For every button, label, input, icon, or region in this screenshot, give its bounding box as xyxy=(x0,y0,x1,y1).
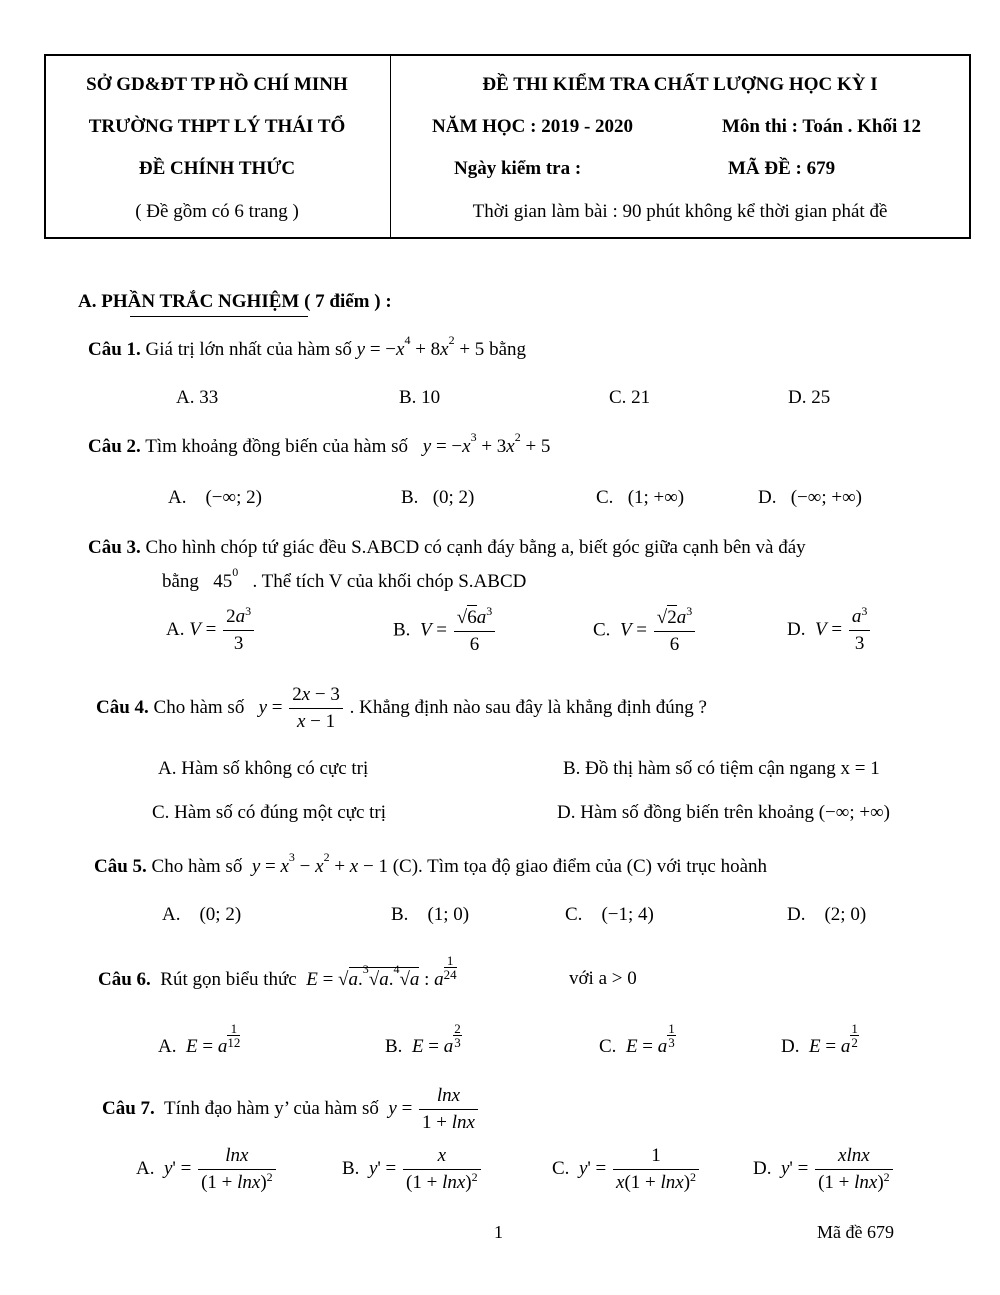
department-name: SỞ GD&ĐT TP HỒ CHÍ MINH xyxy=(86,74,348,95)
q5-option-d[interactable]: D. (2; 0) xyxy=(787,904,867,925)
footer-exam-code: Mã đề 679 xyxy=(817,1222,894,1242)
q7-option-a[interactable]: A. y' = $\frac{\ln x}{(1 + \ln x)^2}$ xyxy=(136,1143,278,1196)
question-7: Câu 7. Tính đạo hàm y’ của hàm số y = $\frac{\ln x}{1 + \ln x}$ xyxy=(102,1083,480,1136)
q1-option-d[interactable]: D. 25 xyxy=(788,387,831,408)
q7-formula: $\frac{\ln x}{1 + \ln x}$ xyxy=(419,1083,478,1136)
question-3-line2: bằng $45^0$ . Thể tích V của khối chóp S.ABCD xyxy=(162,565,527,592)
exam-title: ĐỀ THI KIỂM TRA CHẤT LƯỢNG HỌC KỲ I xyxy=(482,74,878,95)
q6-formula: E = √a.$^3$√a.$^4$√a : a $\frac{1}{24}$ xyxy=(306,953,457,990)
q2-option-a[interactable]: A. (−∞; 2) xyxy=(168,487,262,508)
q4-option-a[interactable]: A. Hàm số không có cực trị xyxy=(158,758,369,779)
q6-option-d[interactable]: D. E = a $\frac{1}{2}$ xyxy=(781,1021,858,1057)
q5-option-c[interactable]: C. (−1; 4) xyxy=(565,904,654,925)
exam-code: MÃ ĐỀ : 679 xyxy=(728,158,836,179)
subject: Môn thi : Toán . Khối 12 xyxy=(722,116,922,137)
q4-option-c[interactable]: C. Hàm số có đúng một cực trị xyxy=(152,802,387,823)
section-underline xyxy=(130,316,308,317)
q1-option-a[interactable]: A. 33 xyxy=(176,387,219,408)
q3-option-c[interactable]: C. V = $\frac{√2a^3}{6}$ xyxy=(593,604,697,658)
q3-option-a[interactable]: A. V = $\frac{2a^3}{3}$ xyxy=(166,604,256,657)
school-year: NĂM HỌC : 2019 - 2020 xyxy=(432,116,634,137)
q6-condition: với a > 0 xyxy=(569,968,637,989)
q3-option-d[interactable]: D. V = $\frac{a^3}{3}$ xyxy=(787,604,872,657)
q1-option-c[interactable]: C. 21 xyxy=(609,387,651,408)
q4-option-b[interactable]: B. Đồ thị hàm số có tiệm cận ngang x = 1 xyxy=(563,758,880,779)
page-count: ( Đề gồm có 6 trang ) xyxy=(135,201,299,222)
q1-option-b[interactable]: B. 10 xyxy=(399,387,441,408)
q7-option-b[interactable]: B. y' = $\frac{x}{(1 + \ln x)^2}$ xyxy=(342,1143,483,1196)
official-label: ĐỀ CHÍNH THỨC xyxy=(138,158,296,179)
q3-option-b[interactable]: B. V = $\frac{√6a^3}{6}$ xyxy=(393,604,497,658)
school-name: TRƯỜNG THPT LÝ THÁI TỔ xyxy=(88,116,346,137)
page-number: 1 xyxy=(494,1222,503,1242)
duration: Thời gian làm bài : 90 phút không kể thời gian phát đề xyxy=(472,201,888,222)
question-6: Câu 6. Rút gọn biểu thức E = √a.$^3$√a.$^4$√a : a $\frac{1}{24}$ xyxy=(98,953,457,990)
q6-option-a[interactable]: A. E = a $\frac{1}{12}$ xyxy=(158,1021,241,1057)
question-1: Câu 1. Giá trị lớn nhất của hàm số $y = -x^4 + 8x^2 + 5$ bằng xyxy=(88,333,526,360)
question-3: Câu 3. Cho hình chóp tứ giác đều S.ABCD có cạnh đáy bằng a, biết góc giữa cạnh bên và đáy xyxy=(88,537,806,558)
q5-option-a[interactable]: A. (0; 2) xyxy=(162,904,242,925)
q1-formula: $y = -x^4 + 8x^2 + 5$ xyxy=(356,333,485,360)
q5-formula: $y = x^3 - x^2 + x - 1$ xyxy=(251,850,388,877)
q2-option-b[interactable]: B. (0; 2) xyxy=(401,487,475,508)
q2-formula: $y = -x^3 + 3x^2 + 5$ xyxy=(422,430,551,457)
section-title: A. PHẦN TRẮC NGHIỆM ( 7 điểm ) : xyxy=(78,291,392,312)
q7-option-d[interactable]: D. y' = $\frac{xlnx}{(1 + \ln x)^2}$ xyxy=(753,1143,895,1196)
q4-option-d[interactable]: D. Hàm số đồng biến trên khoảng (−∞; +∞) xyxy=(557,802,890,823)
exam-date-label: Ngày kiểm tra : xyxy=(454,158,582,179)
question-4: Câu 4. Cho hàm số y = $\frac{2x - 3}{x - 1}$ . Khẳng định nào sau đây là khẳng định đúng ? xyxy=(96,682,707,735)
question-2: Câu 2. Tìm khoảng đồng biến của hàm số $y = -x^3 + 3x^2 + 5$ xyxy=(88,430,551,457)
q2-option-c[interactable]: C. (1; +∞) xyxy=(596,487,685,508)
q2-option-d[interactable]: D. (−∞; +∞) xyxy=(758,487,862,508)
q7-option-c[interactable]: C. y' = $\frac{1}{x(1 + \ln x)^2}$ xyxy=(552,1143,701,1196)
q4-formula: $\frac{2x - 3}{x - 1}$ xyxy=(289,682,343,735)
q5-option-b[interactable]: B. (1; 0) xyxy=(391,904,470,925)
question-5: Câu 5. Cho hàm số $y = x^3 - x^2 + x - 1$ (C). Tìm tọa độ giao điểm của (C) với trục hoành xyxy=(94,850,768,877)
q6-option-b[interactable]: B. E = a $\frac{2}{3}$ xyxy=(385,1021,461,1057)
q6-option-c[interactable]: C. E = a $\frac{1}{3}$ xyxy=(599,1021,675,1057)
